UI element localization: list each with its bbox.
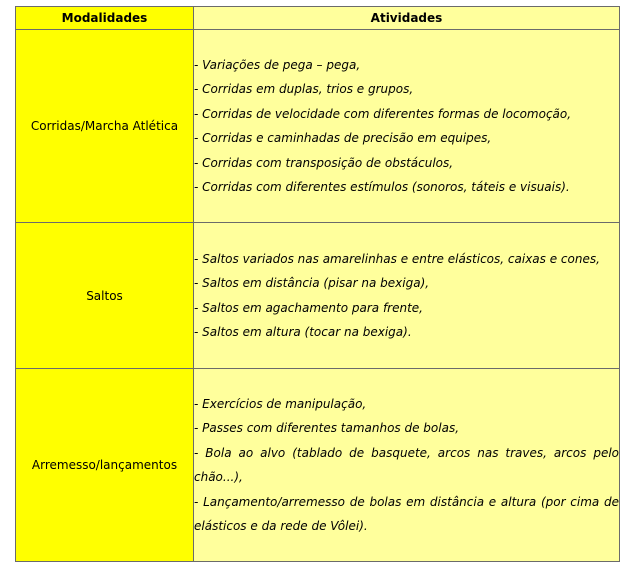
- atividades-list: [194, 53, 619, 200]
- list-item: - Passes com diferentes tamanhos de bolas,: [194, 421, 460, 435]
- table-row: [16, 223, 620, 369]
- atividades-cell: [194, 30, 620, 223]
- atividades-list: [194, 392, 619, 539]
- list-item: - Lançamento/arremesso de bolas em distância e altura (por cima de elásticos e da rede de Vôlei).: [194, 494, 619, 533]
- modalidade-cell: Corridas/Marcha Atlética: [16, 30, 194, 223]
- list-item: - Variações de pega – pega,: [194, 57, 361, 72]
- table-row: [16, 30, 620, 223]
- header-row: [16, 7, 620, 30]
- modalidade-cell: Saltos: [16, 223, 194, 369]
- list-item: - Exercícios de manipulação,: [194, 396, 367, 411]
- list-item: - Saltos em distância (pisar na bexiga),: [194, 276, 430, 290]
- header-modalidades: Modalidades: [16, 7, 194, 30]
- atividades-cell: [194, 369, 620, 562]
- atividades-list: [194, 247, 619, 345]
- list-item: - Saltos variados nas amarelinhas e entre elásticos, caixas e cones,: [194, 251, 600, 266]
- table-row: [16, 369, 620, 562]
- list-item: - Corridas com diferentes estímulos (sonoros, táteis e visuais).: [194, 180, 570, 194]
- list-item: - Corridas de velocidade com diferentes formas de locomoção,: [194, 106, 572, 121]
- activities-table: [15, 6, 620, 562]
- list-item: - Corridas com transposição de obstáculos,: [194, 155, 454, 170]
- list-item: - Bola ao alvo (tablado de basquete, arcos nas traves, arcos pelo chão...),: [194, 445, 619, 484]
- header-atividades: Atividades: [194, 7, 620, 30]
- atividades-cell: [194, 223, 620, 369]
- list-item: - Corridas e caminhadas de precisão em equipes,: [194, 131, 492, 145]
- modalidade-cell: Arremesso/lançamentos: [16, 369, 194, 562]
- list-item: - Corridas em duplas, trios e grupos,: [194, 82, 414, 96]
- list-item: - Saltos em agachamento para frente,: [194, 300, 423, 315]
- list-item: - Saltos em altura (tocar na bexiga).: [194, 325, 412, 339]
